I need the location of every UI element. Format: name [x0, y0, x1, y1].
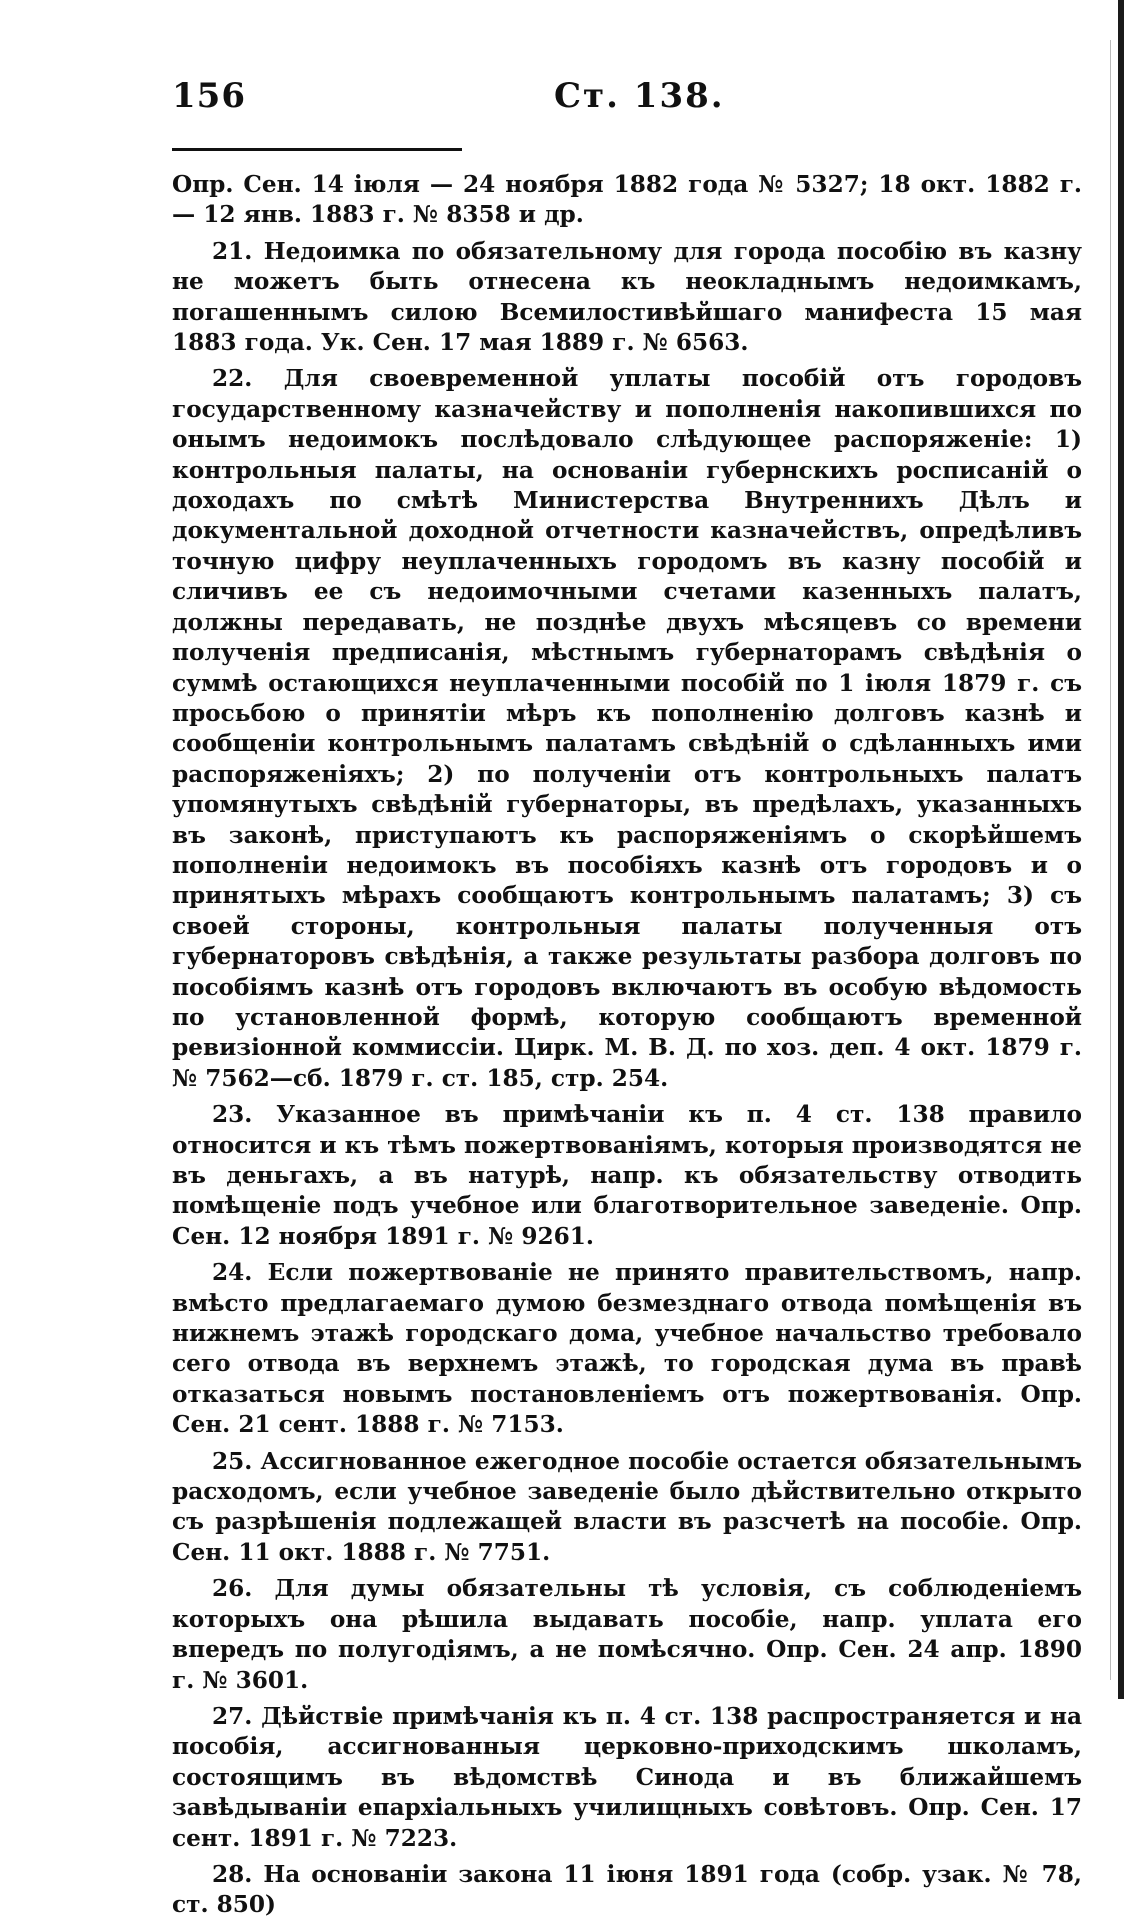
page-edge-shadow: [1110, 40, 1111, 1680]
page-number: 156: [172, 76, 246, 116]
paragraph-text: Если пожертвованіе не принято правительствомъ, напр. вмѣсто предлагаемаго думою безмезднаго отвода помѣщенія въ нижнемъ этажѣ городскаго дома, учебное начальство требовало сего отвода въ верхнемъ этажѣ, то городская дума въ правѣ отказаться новымъ постановленіемъ отъ пожертвованія. Опр. Сен. 21 сент. 1888 г. № 7153.: [172, 1259, 1082, 1439]
body-text: [172, 170, 1082, 1927]
paragraph-text: Для своевременной уплаты пособій отъ городовъ государственному казначейству и пополненія накопившихся по онымъ недоимокъ послѣдовало слѣдующее распоряженіе: 1) контрольныя палаты, на основаніи губернскихъ росписаній о доходахъ по смѣтѣ Министерства Внутреннихъ Дѣлъ и документальной доходной отчетности казначействъ, опредѣливъ точную цифру неуплаченныхъ городомъ въ казну пособій и сличивъ ее съ недоимочными счетами казенныхъ палатъ, должны передавать, не позднѣе двухъ мѣсяцевъ со времени полученія предписанія, мѣстнымъ губернаторамъ свѣдѣнія о суммѣ остающихся неуплаченными пособій по 1 іюля 1879 г. съ просьбою о принятіи мѣръ къ пополненію долговъ казнѣ и сообщеніи контрольнымъ палатамъ свѣдѣній о сдѣланныхъ ими распоряженіяхъ; 2) по полученіи отъ контрольныхъ палатъ упомянутыхъ свѣдѣній губернаторы, въ предѣлахъ, указанныхъ въ законѣ, приступаютъ къ распоряженіямъ о скорѣйшемъ пополненіи недоимокъ въ пособіяхъ казнѣ отъ городовъ и о принятыхъ мѣрахъ сообщаютъ контрольнымъ палатамъ; 3) съ своей стороны, контрольныя палаты полученныя отъ губернаторовъ свѣдѣнія, а также результаты разбора долговъ по пособіямъ казнѣ отъ городовъ включаютъ въ особую вѣдомость по установленной формѣ, которую сообщаютъ временной ревизіонной коммиссіи. Цирк. М. В. Д. по хоз. деп. 4 окт. 1879 г. № 7562—сб. 1879 г. ст. 185, стр. 254.: [172, 365, 1082, 1092]
paragraph-text: Указанное въ примѣчаніи къ п. 4 ст. 138 правило относится и къ тѣмъ пожертвованіямъ, которыя производятся не въ деньгахъ, а въ натурѣ, напр. къ обязательству отводить помѣщеніе подъ учебное или благотворительное заведеніе. Опр. Сен. 12 ноября 1891 г. № 9261.: [172, 1101, 1082, 1250]
paragraph-text: Дѣйствіе примѣчанія къ п. 4 ст. 138 распространяется и на пособія, ассигнованныя церковно-приходскимъ школамъ, состоящимъ въ вѣдомствѣ Синода и въ ближайшемъ завѣдываніи епархіальныхъ училищныхъ совѣтовъ. Опр. Сен. 17 сент. 1891 г. № 7223.: [172, 1702, 1083, 1852]
paragraph-number: 23.: [212, 1101, 253, 1129]
paragraph-number: 22.: [212, 365, 253, 393]
running-head: Ст. 138.: [554, 76, 725, 116]
paragraph-24: [172, 1258, 1082, 1440]
paragraph-number: 27.: [212, 1702, 253, 1730]
paragraph-number: 28.: [212, 1860, 253, 1888]
paragraph-25: [172, 1447, 1082, 1569]
page-header: [172, 66, 1072, 126]
paragraph-number: 25.: [212, 1447, 253, 1475]
paragraph-23: [172, 1100, 1082, 1252]
paragraph-number: 24.: [212, 1259, 253, 1287]
paragraph-28: [172, 1860, 1082, 1921]
paragraph-text: Для думы обязательны тѣ условія, съ соблюденіемъ которыхъ она рѣшила выдавать пособіе, напр. уплата его впередъ по полугодіямъ, а не помѣсячно. Опр. Сен. 24 апр. 1890 г. № 3601.: [172, 1575, 1083, 1694]
paragraph-22: [172, 364, 1082, 1094]
paragraph-number: 21.: [212, 237, 253, 265]
paragraph-continuation: [172, 170, 1082, 231]
paragraph-number: 26.: [212, 1575, 253, 1603]
paragraph-text: На основаніи закона 11 іюня 1891 года (собр. узак. № 78, ст. 850): [172, 1860, 1082, 1919]
paragraph-27: [172, 1702, 1082, 1854]
page-edge-border: [1118, 0, 1124, 1699]
paragraph-text: Недоимка по обязательному для города пособію въ казну не можетъ быть отнесена къ неокладнымъ недоимкамъ, погашеннымъ силою Всемилостивѣйшаго манифеста 15 мая 1883 года. Ук. Сен. 17 мая 1889 г. № 6563.: [172, 237, 1082, 357]
paragraph-21: [172, 237, 1082, 359]
header-rule: [172, 148, 462, 151]
paragraph-text: Опр. Сен. 14 іюля — 24 ноября 1882 года № 5327; 18 окт. 1882 г. — 12 янв. 1883 г. № 8358 и др.: [172, 171, 1082, 229]
paragraph-26: [172, 1574, 1082, 1696]
paragraph-text: Ассигнованное ежегодное пособіе остается обязательнымъ расходомъ, если учебное заведеніе было дѣйствительно открыто съ разрѣшенія подлежащей власти въ разсчетѣ на пособіе. Опр. Сен. 11 окт. 1888 г. № 7751.: [172, 1447, 1082, 1566]
